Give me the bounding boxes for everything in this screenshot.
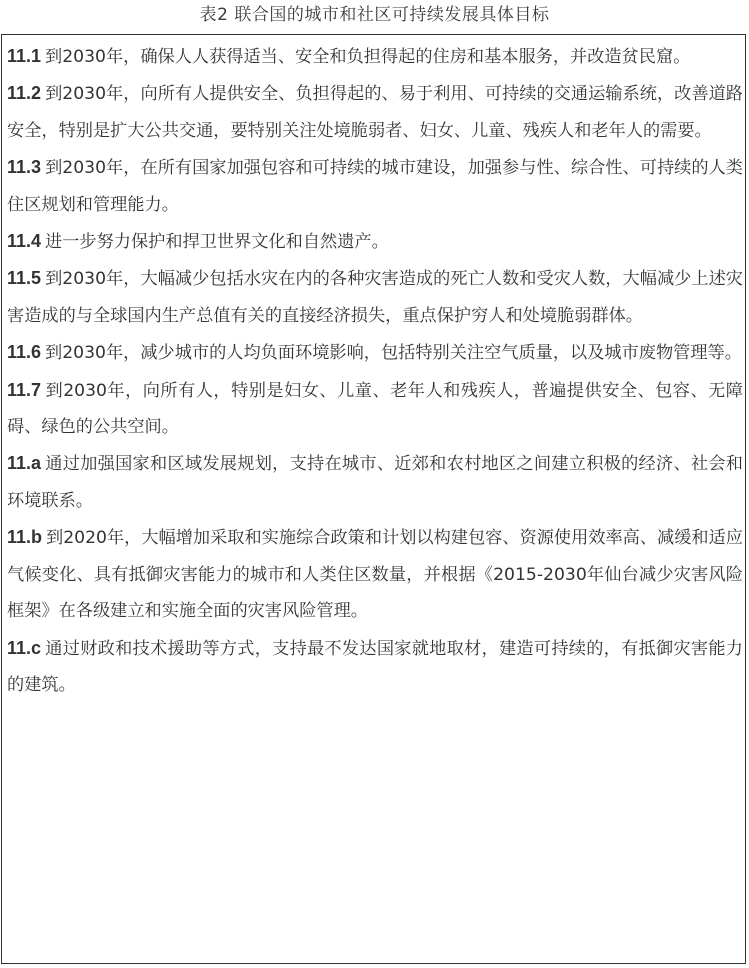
target-text: 到2030年，确保人人获得适当、安全和负担得起的住房和基本服务，并改造贫民窟。 — [45, 47, 691, 67]
target-code: 11.a — [7, 453, 42, 474]
target-text: 到2030年，在所有国家加强包容和可持续的城市建设，加强参与性、综合性、可持续的人类住区规划和管理能力。 — [7, 158, 743, 215]
target-code: 11.1 — [7, 46, 42, 66]
target-item-11-5 — [7, 260, 743, 334]
target-code: 11.7 — [7, 379, 42, 400]
target-item-11-1 — [7, 38, 743, 75]
target-code: 11.3 — [7, 157, 42, 178]
target-item-11-b — [7, 519, 743, 629]
table-caption: 表2 联合国的城市和社区可持续发展具体目标 — [199, 5, 550, 25]
target-text: 到2020年，大幅增加采取和实施综合政策和计划以构建包容、资源使用效率高、减缓和适应气候变化、具有抵御灾害能力的城市和人类住区数量，并根据《2015-2030年仙台减少灾害风险框架》在各级建立和实施全面的灾害风险管理。 — [7, 528, 743, 622]
target-text: 进一步努力保护和捍卫世界文化和自然遗产。 — [45, 232, 389, 253]
target-text: 到2030年，大幅减少包括水灾在内的各种灾害造成的死亡人数和受灾人数，大幅减少上述灾害造成的与全球国内生产总值有关的直接经济损失，重点保护穷人和处境脆弱群体。 — [7, 269, 743, 326]
target-text: 到2030年，向所有人提供安全、负担得起的、易于利用、可持续的交通运输系统，改善道路安全，特别是扩大公共交通，要特别关注处境脆弱者、妇女、儿童、残疾人和老年人的需要。 — [7, 84, 743, 141]
target-item-11-c — [7, 630, 743, 704]
target-text: 通过财政和技术援助等方式，支持最不发达国家就地取材，建造可持续的，有抵御灾害能力的建筑。 — [7, 638, 743, 695]
target-item-11-a — [7, 445, 743, 519]
target-code: 11.5 — [7, 268, 42, 289]
target-item-11-7 — [7, 372, 743, 446]
target-text: 到2030年，向所有人，特别是妇女、儿童、老年人和残疾人，普遍提供安全、包容、无障碍、绿色的公共空间。 — [7, 380, 743, 438]
target-code: 11.b — [7, 527, 43, 548]
target-item-11-4 — [7, 223, 743, 260]
target-code: 11.c — [7, 637, 42, 658]
target-code: 11.4 — [7, 231, 42, 252]
target-text: 到2030年，减少城市的人均负面环境影响，包括特别关注空气质量，以及城市废物管理等。 — [45, 343, 742, 364]
target-item-11-2 — [7, 75, 743, 149]
targets-table — [1, 34, 746, 964]
target-code: 11.2 — [7, 83, 42, 104]
target-item-11-3 — [7, 149, 743, 223]
target-item-11-6 — [7, 334, 743, 371]
target-text: 通过加强国家和区域发展规划，支持在城市、近郊和农村地区之间建立积极的经济、社会和环境联系。 — [7, 454, 743, 511]
target-code: 11.6 — [7, 342, 42, 363]
